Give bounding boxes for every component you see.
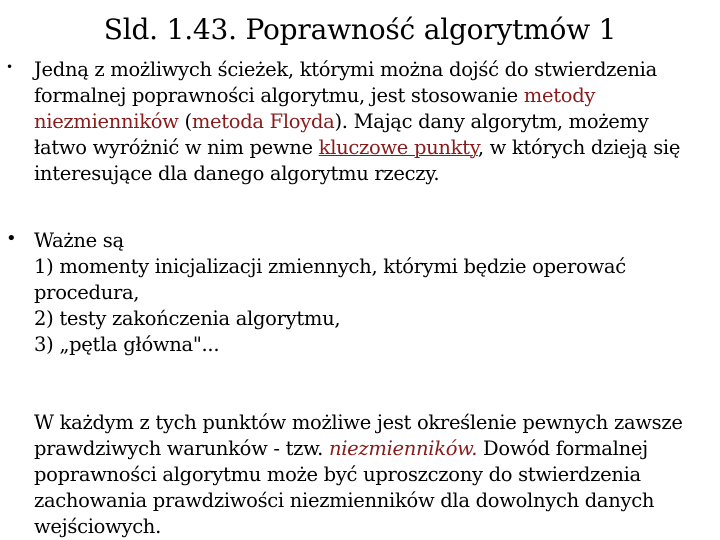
paragraph-3-text-a: W każdym z tych punktów możliwe jest określenie pewnych zawsze prawdziwych warunków - tzw.	[34, 411, 683, 460]
bullet-2-intro: Ważne są	[34, 229, 124, 252]
list-item: 2) testy zakończenia algorytmu,	[34, 307, 341, 330]
bullet-1-text-d: , w których dzieją się interesujące dla danego algorytmu rzeczy.	[34, 136, 681, 185]
bullet-2-paragraph	[34, 228, 704, 358]
bullet-dot-icon: •	[6, 228, 17, 249]
bullet-dot-icon: •	[6, 60, 14, 74]
bullet-1-text-c: ). Mając dany algorytm, możemy łatwo wyróżnić w nim pewne	[34, 110, 649, 159]
slide-title: Sld. 1.43. Poprawność algorytmów 1	[103, 13, 617, 46]
term-kluczowe-punkty: kluczowe punkty	[318, 136, 478, 159]
list-item: 1) momenty inicjalizacji zmiennych, którymi będzie operować procedura,	[34, 255, 626, 304]
paragraph-3	[34, 410, 704, 540]
bullet-1-text-a: Jedną z możliwych ścieżek, którymi można dojść do stwierdzenia formalnej poprawności algorytmu, jest stosowanie	[34, 58, 657, 107]
term-metody-niezmiennikow: metody niezmienników	[34, 84, 596, 133]
bullet-1-paragraph	[34, 57, 704, 187]
paragraph-3-text-b: Dowód formalnej poprawności algorytmu może być uproszczony do stwierdzenia zachowania prawdziwości niezmienników dla dowolnych danych wejściowych.	[34, 437, 655, 538]
list-item: 3) „pętla główna"...	[34, 333, 220, 356]
bullet-1-text-b: (	[178, 110, 192, 133]
term-metoda-floyda: metoda Floyda	[191, 110, 335, 133]
term-niezmiennikow: niezmienników.	[328, 437, 478, 460]
